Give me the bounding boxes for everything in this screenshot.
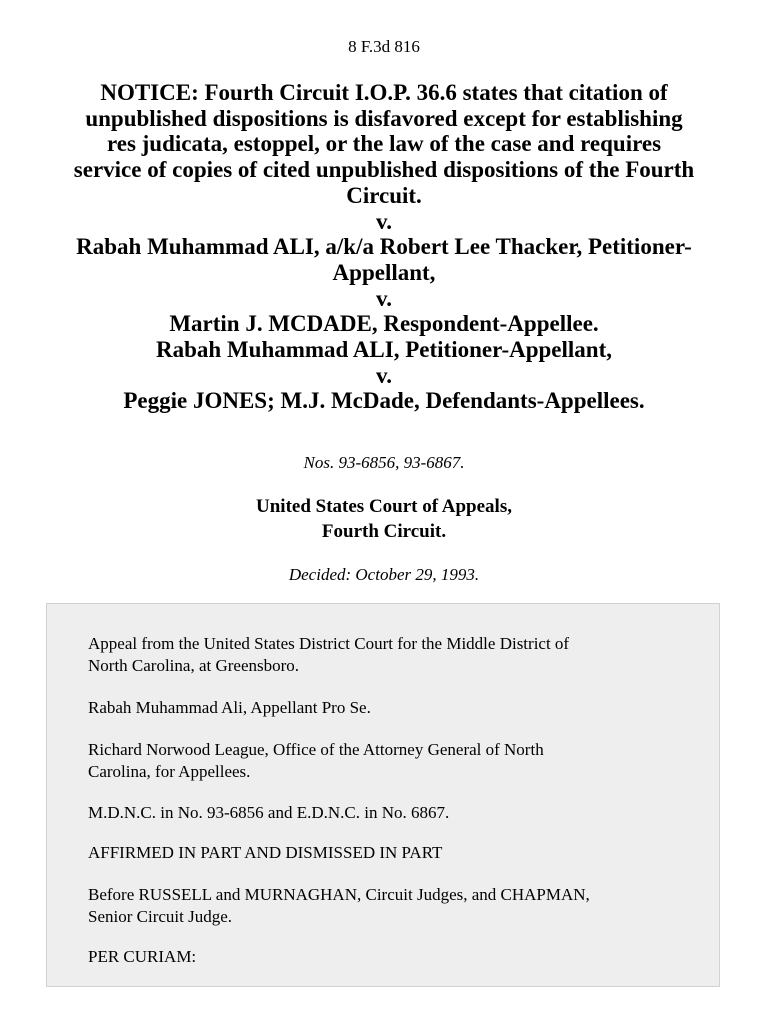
- appellee-counsel-line: Carolina, for Appellees.: [88, 762, 251, 781]
- notice-line: res judicata, estoppel, or the law of the case and requires: [106, 131, 662, 157]
- notice-line: service of copies of cited unpublished dispositions of the Fourth: [73, 157, 695, 183]
- appeal-from-line: North Carolina, at Greensboro.: [88, 656, 300, 675]
- case-summary-box: [46, 603, 720, 987]
- lower-court-numbers: M.D.N.C. in No. 93-6856 and E.D.N.C. in No. 6867.: [88, 803, 450, 822]
- notice-line: unpublished dispositions is disfavored except for establishing: [85, 105, 683, 131]
- party-name: Appellant,: [332, 259, 436, 285]
- judges-panel: [88, 884, 688, 928]
- disposition: AFFIRMED IN PART AND DISMISSED IN PART: [88, 843, 443, 862]
- docket-numbers: Nos. 93-6856, 93-6867.: [303, 453, 465, 472]
- appeal-from-line: Appeal from the United States District Court for the Middle District of: [88, 634, 570, 653]
- judges-panel-line: Senior Circuit Judge.: [88, 907, 233, 926]
- case-caption: [30, 80, 738, 414]
- appeal-from: [88, 633, 688, 677]
- citation: 8 F.3d 816: [348, 37, 420, 56]
- appellee-counsel-line: Richard Norwood League, Office of the Attorney General of North: [88, 740, 544, 759]
- versus: v.: [376, 208, 392, 234]
- judges-panel-line: Before RUSSELL and MURNAGHAN, Circuit Judges, and CHAPMAN,: [88, 885, 590, 904]
- decided-date: Decided: October 29, 1993.: [288, 565, 480, 584]
- party-name: Rabah Muhammad ALI, Petitioner-Appellant,: [156, 337, 612, 363]
- party-name: Martin J. MCDADE, Respondent-Appellee.: [169, 311, 599, 337]
- appellant-counsel: Rabah Muhammad Ali, Appellant Pro Se.: [88, 698, 371, 717]
- court-name-line: Fourth Circuit.: [321, 521, 447, 542]
- per-curiam: PER CURIAM:: [88, 947, 197, 966]
- versus: v.: [376, 285, 392, 311]
- appellee-counsel: [88, 739, 688, 783]
- party-name: Peggie JONES; M.J. McDade, Defendants-Appellees.: [123, 388, 645, 414]
- court-name-line: United States Court of Appeals,: [256, 496, 512, 517]
- notice-line: Circuit.: [346, 182, 422, 208]
- notice-line: NOTICE: Fourth Circuit I.O.P. 36.6 states that citation of: [100, 80, 668, 105]
- court-name: [0, 494, 768, 544]
- versus: v.: [376, 362, 392, 388]
- party-name: Rabah Muhammad ALI, a/k/a Robert Lee Thacker, Petitioner-: [76, 234, 692, 260]
